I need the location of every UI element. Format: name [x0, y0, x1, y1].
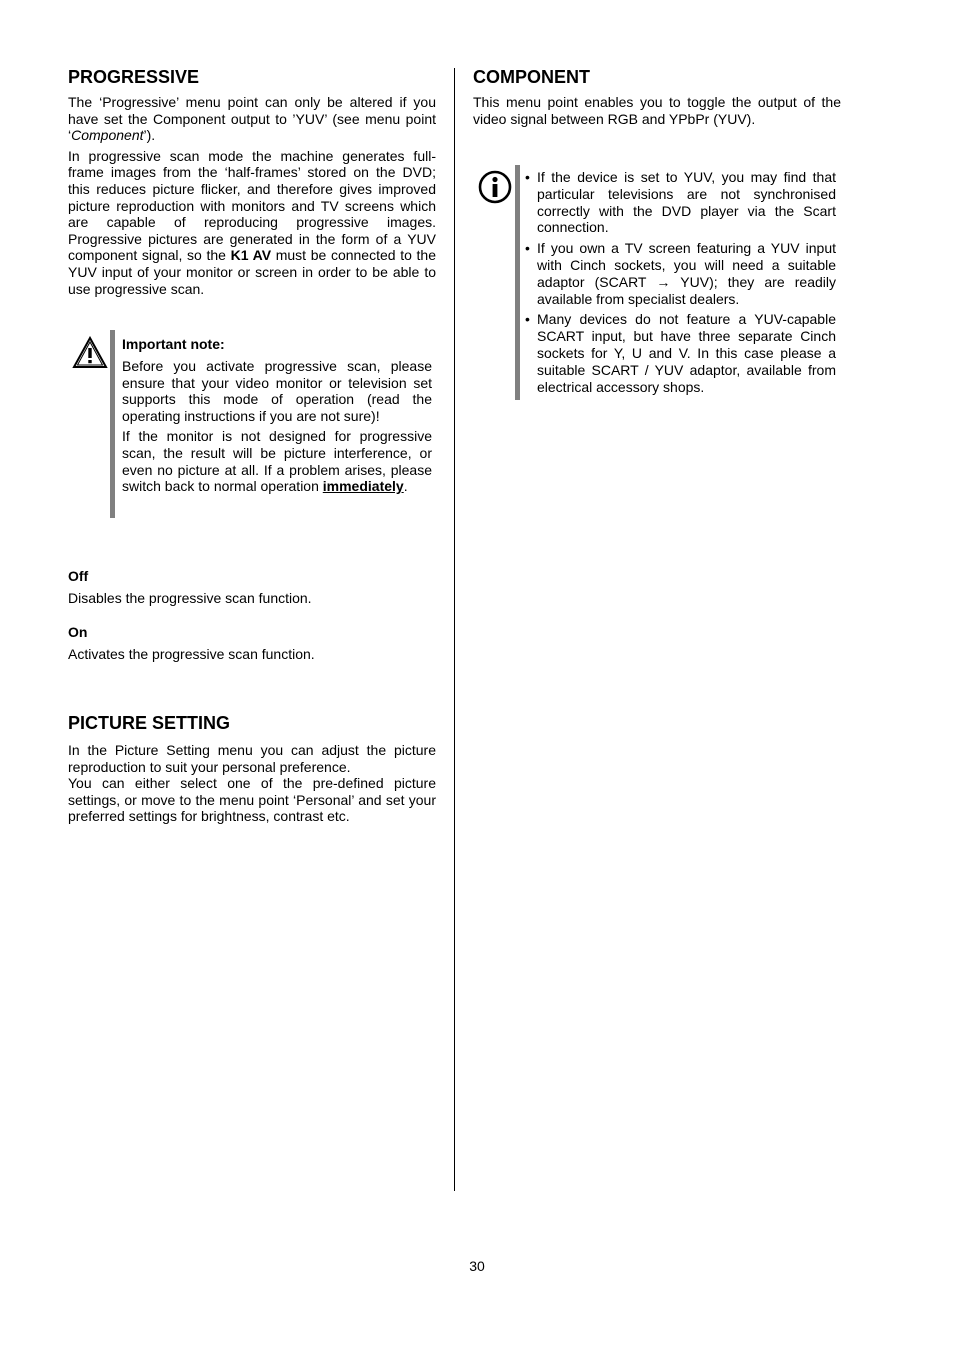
- page-number: 30: [469, 1258, 485, 1274]
- list-item: • Many devices do not feature a YUV-capable SCART input, but have three separate Cinch sockets for Y, U and V. In this case please a suitable SCART / YUV adaptor, available from electrical accessory shops.: [525, 311, 836, 395]
- list-item: • If you own a TV screen featuring a YUV input with Cinch sockets, you will need a suitable adaptor (SCART → YUV); they are readily available from specialist dealers.: [525, 240, 836, 307]
- right-column: [473, 66, 841, 131]
- progressive-paragraph-1: The ‘Progressive’ menu point can only be altered if you have set the Component output to ’YUV’ (see menu point ‘Component’).: [68, 94, 436, 144]
- list-item: • If the device is set to YUV, you may find that particular televisions are not synchronised correctly with the DVD player via the Scart connection.: [525, 169, 836, 236]
- picture-setting-heading: PICTURE SETTING: [68, 713, 231, 733]
- progressive-paragraph-2: In progressive scan mode the machine generates full-frame images from the ‘half-frames’ stored on the DVD; this reduces picture flicker, and therefore gives improved picture reproduction with monitors and TV screens which are capable of reproducing progressive images. Progressive pictures are generated in the form of a YUV component signal, so the K1 AV must be connected to the YUV input of your monitor or screen in order to be able to use progressive scan.: [68, 147, 436, 297]
- info-list: [525, 169, 836, 399]
- picture-setting-paragraph-1: In the Picture Setting menu you can adjust the picture reproduction to suit your personal preference.: [68, 742, 436, 775]
- important-note-paragraph-2: If the monitor is not designed for progressive scan, the result will be picture interference, or even no picture at all. If a problem arises, please switch back to normal operation immediately.: [122, 428, 432, 495]
- component-text: This menu point enables you to toggle the output of the video signal between RGB and YPbPr (YUV).: [473, 94, 841, 127]
- info-icon: [478, 170, 512, 204]
- important-note-title: Important note:: [122, 336, 225, 352]
- picture-setting-paragraph-2: You can either select one of the pre-defined picture settings, or move to the menu point ‘Personal’ and set your preferred settings for brightness, contrast etc.: [68, 775, 436, 825]
- on-section: [68, 624, 436, 667]
- off-section: [68, 568, 436, 611]
- component-heading: COMPONENT: [473, 67, 590, 87]
- warning-triangle-icon: [72, 336, 108, 370]
- progressive-heading: PROGRESSIVE: [68, 67, 200, 87]
- on-text: Activates the progressive scan function.: [68, 646, 315, 662]
- left-column: [68, 66, 436, 301]
- off-text: Disables the progressive scan function.: [68, 590, 312, 606]
- note-side-bar: [110, 330, 115, 518]
- info-side-bar: [515, 165, 520, 400]
- important-note-paragraph-1: Before you activate progressive scan, please ensure that your video monitor or television set supports this mode of operation (read the operating instructions if you are not sure)!: [122, 358, 432, 424]
- note-body: [122, 336, 432, 499]
- column-divider: [454, 68, 455, 1191]
- on-heading: On: [68, 624, 88, 640]
- off-heading: Off: [68, 568, 89, 584]
- picture-setting-section: [68, 712, 436, 829]
